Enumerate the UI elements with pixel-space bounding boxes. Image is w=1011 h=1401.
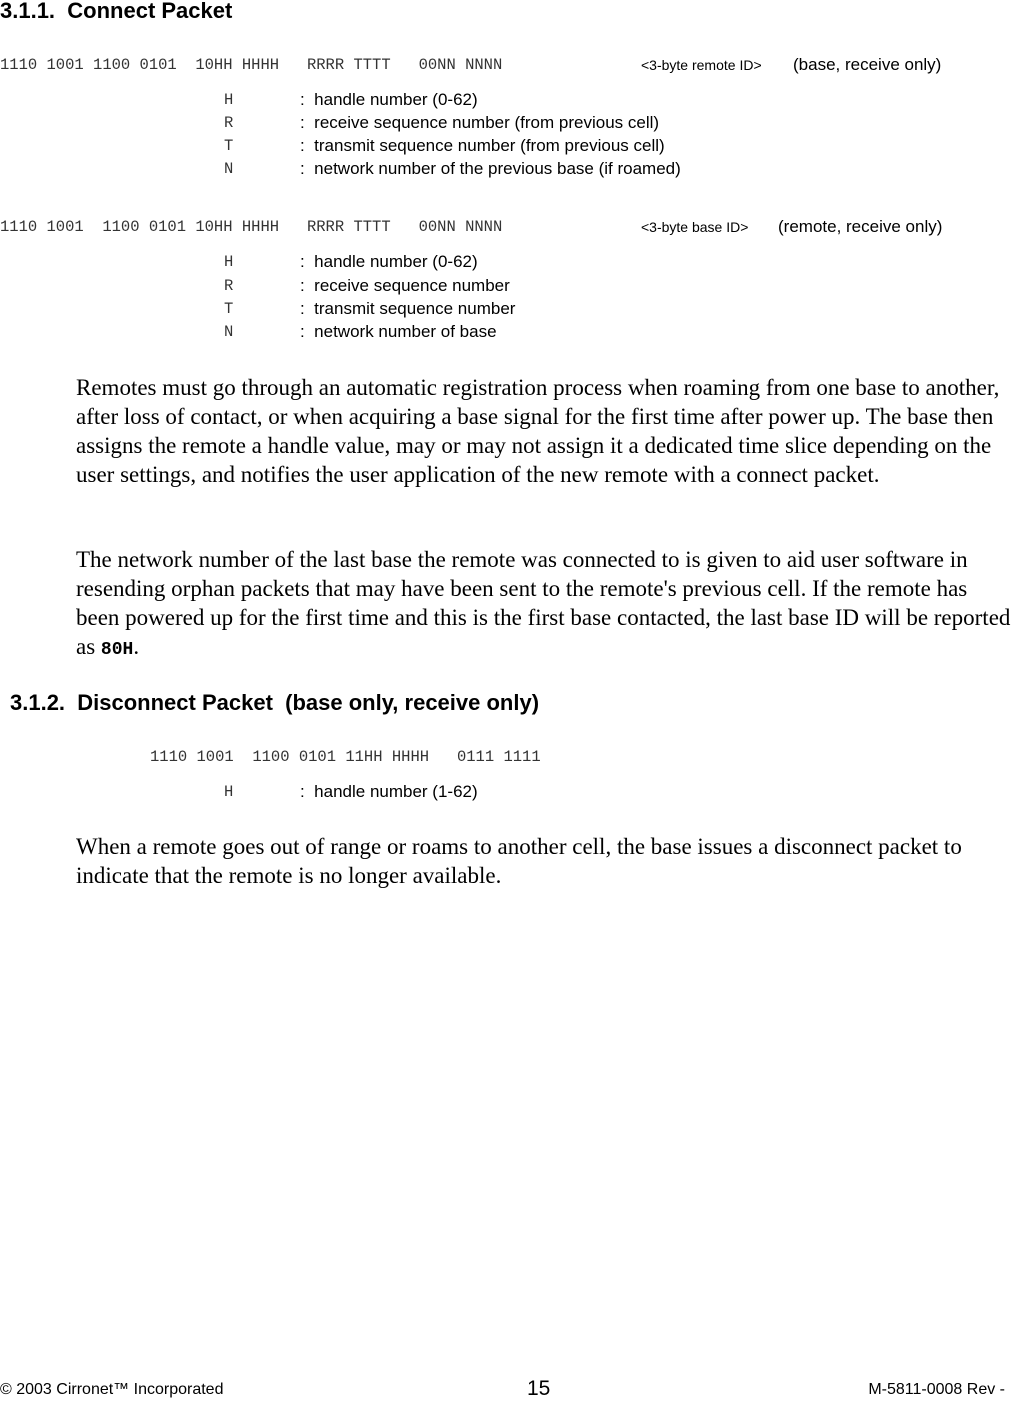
section-heading-disconnect-packet: 3.1.2. Disconnect Packet (base only, receive only)	[10, 690, 540, 715]
field-code-h: H	[224, 783, 234, 801]
field-desc-handle: : handle number (0-62)	[300, 90, 478, 109]
field-code-t: T	[224, 137, 234, 155]
section-heading-connect-packet: 3.1.1. Connect Packet	[0, 0, 233, 23]
packet-id-note-base: <3-byte base ID>	[641, 219, 749, 235]
packet-bits-remote: 1110 1001 1100 0101 10HH HHHH RRRR TTTT 00NN NNNN	[0, 218, 503, 236]
field-desc-transmit-seq: : transmit sequence number (from previous cell)	[300, 136, 665, 155]
packet-bits-disconnect: 1110 1001 1100 0101 11HH HHHH 0111 1111	[150, 748, 541, 766]
field-code-n: N	[224, 160, 234, 178]
field-desc-handle: : handle number (1-62)	[300, 782, 478, 801]
field-desc-network: : network number of base	[300, 322, 497, 341]
inline-code-80h: 80H	[100, 640, 134, 660]
footer-doc-id: M-5811-0008 Rev -	[868, 1381, 1005, 1398]
field-desc-transmit-seq: : transmit sequence number	[300, 299, 516, 318]
field-code-h: H	[224, 91, 234, 109]
field-code-n: N	[224, 323, 234, 341]
field-code-h: H	[224, 253, 234, 271]
field-desc-receive-seq: : receive sequence number	[300, 276, 510, 295]
paragraph-disconnect: When a remote goes out of range or roams to another cell, the base issues a disconnect packet to indicate that the remote is no longer available.	[76, 834, 962, 888]
paragraph-network-number-text: The network number of the last base the remote was connected to is given to aid user software in resending orphan packets that may have been sent to the remote's previous cell. If the remote has been powered up for the first time and this is the first base contacted, the last base ID will be reported as	[76, 547, 1011, 659]
paragraph-network-number	[76, 545, 1011, 665]
field-desc-handle: : handle number (0-62)	[300, 252, 478, 271]
paragraph-registration: Remotes must go through an automatic registration process when roaming from one base to another, after loss of contact, or when acquiring a base signal for the first time after power up. The base then assigns the remote a handle value, may or may not assign it a dedicated time slice depending on the user settings, and notifies the user application of the new remote with a connect packet.	[76, 375, 1000, 487]
field-desc-network: : network number of the previous base (if roamed)	[300, 159, 681, 178]
paragraph-end-punct: .	[133, 634, 140, 659]
packet-scope-base: (base, receive only)	[793, 55, 942, 74]
packet-scope-remote: (remote, receive only)	[778, 217, 943, 236]
field-code-r: R	[224, 277, 234, 295]
field-desc-receive-seq: : receive sequence number (from previous cell)	[300, 113, 660, 132]
footer-page-number: 15	[527, 1377, 551, 1400]
field-code-t: T	[224, 300, 234, 318]
field-code-r: R	[224, 114, 234, 132]
packet-bits-base: 1110 1001 1100 0101 10HH HHHH RRRR TTTT 00NN NNNN	[0, 56, 503, 74]
footer-copyright: © 2003 Cirronet™ Incorporated	[0, 1381, 224, 1398]
packet-id-note-remote: <3-byte remote ID>	[641, 57, 762, 73]
